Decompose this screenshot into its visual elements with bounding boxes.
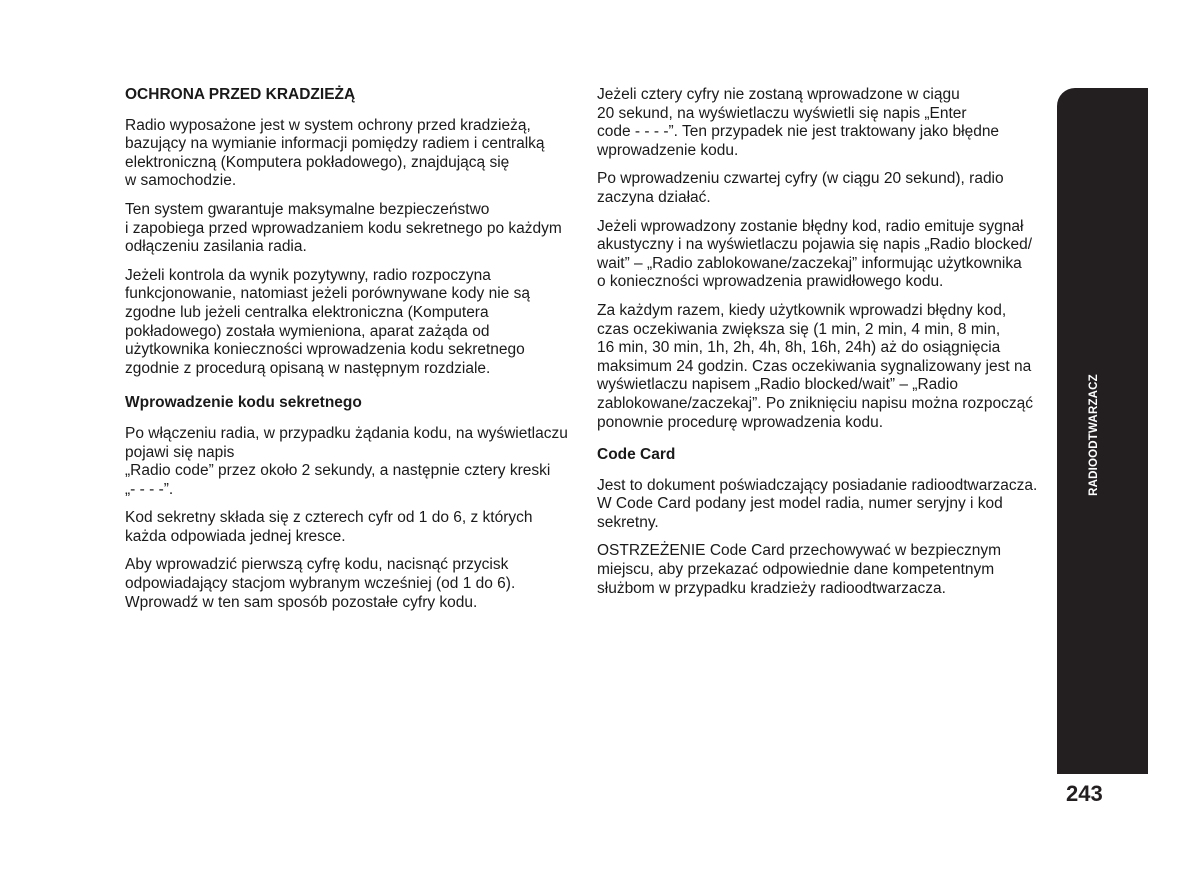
paragraph: Po włączeniu radia, w przypadku żądania kodu, na wyświetlaczu pojawi się napis „Radio code” przez około 2 sekundy, a następnie cztery kreski „- - - -”. bbox=[125, 424, 568, 498]
section-heading-anti-theft: OCHRONA PRZED KRADZIEŻĄ bbox=[125, 86, 356, 103]
right-column bbox=[597, 86, 1043, 608]
paragraph: Ten system gwarantuje maksymalne bezpieczeństwo i zapobiega przed wprowadzaniem kodu sekretnego po każdym odłączeniu zasilania radia. bbox=[125, 200, 562, 256]
paragraph: Radio wyposażone jest w system ochrony przed kradzieżą, bazujący na wymianie informacji pomiędzy radiem i centralką elektroniczną (Komputera pokładowego), znajdującą się w samochodzie. bbox=[125, 116, 545, 190]
chapter-tab-text: RADIOODTWARZACZ bbox=[1088, 374, 1101, 496]
chapter-tab-label bbox=[1083, 374, 1105, 496]
paragraph: Jeżeli cztery cyfry nie zostaną wprowadzone w ciągu 20 sekund, na wyświetlaczu wyświetli się napis „Enter code - - - -”. Ten przypadek nie jest traktowany jako błędne wprowadzenie kodu. bbox=[597, 86, 1000, 159]
left-column bbox=[125, 86, 577, 622]
paragraph: OSTRZEŻENIE Code Card przechowywać w bezpiecznym miejscu, aby przekazać odpowiednie dane kompetentnym służbom w przypadku kradzieży radioodtwarzacza. bbox=[597, 542, 1001, 597]
paragraph: Za każdym razem, kiedy użytkownik wprowadzi błędny kod, czas oczekiwania zwiększa się (1 min, 2 min, 4 min, 8 min, 16 min, 30 min, 1h, 2h, 4h, 8h, 16h, 24h) aż do osiągnięcia maksimum 24 godzin. Czas oczekiwania sygnalizowany jest na wyświetlaczu napisem „Radio blocked/wait” – „Radio zablokowane/zaczekaj”. Po zniknięciu napisu można rozpocząć ponownie procedurę wprowadzenia kodu. bbox=[597, 301, 1033, 431]
page-number: 243 bbox=[1066, 781, 1103, 806]
paragraph: Po wprowadzeniu czwartej cyfry (w ciągu 20 sekund), radio zaczyna działać. bbox=[597, 170, 1004, 206]
subheading-secret-code-entry: Wprowadzenie kodu sekretnego bbox=[125, 394, 362, 412]
paragraph: Jeżeli kontrola da wynik pozytywny, radio rozpoczyna funkcjonowanie, natomiast jeżeli porównywane kody nie są zgodne lub jeżeli centralka elektroniczna (Komputera pokładowego) została wymieniona, aparat zażąda od użytkownika konieczności wprowadzenia kodu sekretnego zgodnie z procedurą opisaną w następnym rozdziale. bbox=[125, 266, 530, 377]
paragraph: Jest to dokument poświadczający posiadanie radioodtwarzacza. W Code Card podany jest model radia, numer seryjny i kod sekretny. bbox=[597, 476, 1038, 531]
subheading-code-card: Code Card bbox=[597, 446, 676, 464]
paragraph: Jeżeli wprowadzony zostanie błędny kod, radio emituje sygnał akustyczny i na wyświetlaczu pojawia się napis „Radio blocked/ wait” – „Radio zablokowane/zaczekaj” informując użytkownika o konieczności wprowadzenia prawidłowego kodu. bbox=[597, 217, 1033, 291]
paragraph: Aby wprowadzić pierwszą cyfrę kodu, nacisnąć przycisk odpowiadający stacjom wybranym wcześniej (od 1 do 6). Wprowadź w ten sam sposób pozostałe cyfry kodu. bbox=[125, 556, 516, 611]
paragraph: Kod sekretny składa się z czterech cyfr od 1 do 6, z których każda odpowiada jednej kresce. bbox=[125, 509, 533, 545]
